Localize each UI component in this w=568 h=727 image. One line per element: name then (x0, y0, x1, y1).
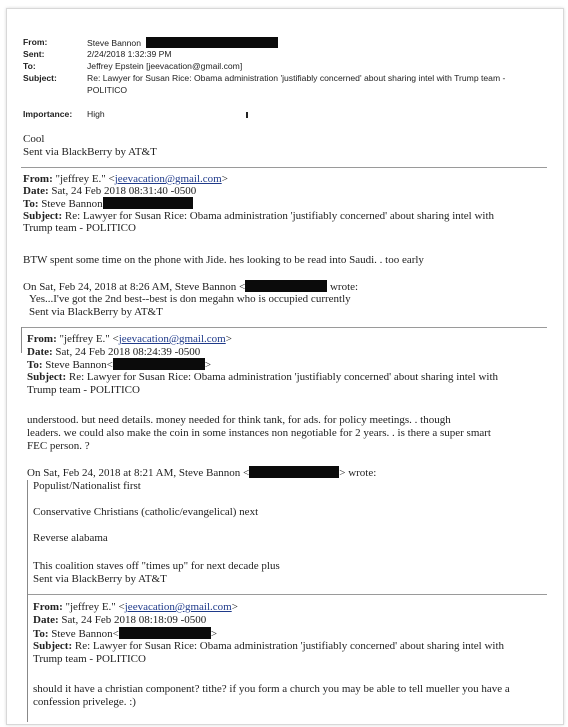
email2-subject-2: Trump team - POLITICO (27, 384, 140, 396)
subject-line-1: Re: Lawyer for Susan Rice: Obama administration 'justifiably concerned' about sharing intel with (64, 210, 495, 222)
from-name: Steve Bannon (87, 38, 141, 48)
email1-to (23, 197, 193, 210)
quote-line: Populist/Nationalist first (33, 480, 141, 492)
from-email-link[interactable]: jeevacation@gmail.com (124, 601, 232, 613)
document-page (6, 8, 564, 725)
to-label: To: (23, 61, 36, 71)
wrote-suffix: wrote: (329, 281, 359, 293)
date-label: Date: (27, 346, 53, 358)
subject-line-2: POLITICO (87, 85, 128, 95)
from-email-link[interactable]: jeevacation@gmail.com (118, 333, 226, 345)
sent-label: Sent: (23, 49, 45, 59)
email2-wrote (27, 466, 376, 479)
redaction-box (103, 197, 193, 209)
redaction-box (146, 37, 278, 48)
divider (21, 167, 547, 168)
quote-line: Conservative Christians (catholic/evangelical) next (33, 506, 259, 518)
email2-to (27, 358, 211, 371)
subject-line-1: Re: Lawyer for Susan Rice: Obama administration 'justifiably concerned' about sharing intel with Trump team - (87, 73, 506, 83)
email3-date (33, 614, 206, 626)
body-line: Cool (23, 133, 45, 145)
email3-from (33, 601, 238, 613)
email3-subject (33, 640, 504, 652)
to-end: > (210, 628, 218, 640)
quote-line: Sent via BlackBerry by AT&T (29, 306, 163, 318)
subject-line-1: Re: Lawyer for Susan Rice: Obama administration 'justifiably concerned' about sharing intel with (68, 371, 499, 383)
email3-body: confession privelege. :) (33, 696, 136, 708)
email1-from (23, 173, 228, 185)
redaction-box (249, 466, 339, 478)
from-end: > (225, 333, 232, 345)
subject-label: Subject: (23, 73, 57, 83)
subject-label: Subject: (33, 640, 73, 652)
to-label: To: (27, 359, 43, 371)
wrote-prefix: On Sat, Feb 24, 2018 at 8:26 AM, Steve Bannon < (23, 281, 246, 293)
from-end: > (221, 173, 228, 185)
from-label: From: (33, 601, 63, 613)
to-label: To: (33, 628, 49, 640)
to-value: Steve Bannon (41, 198, 103, 210)
email2-body: FEC person. ? (27, 440, 90, 452)
date-value: Sat, 24 Feb 2018 08:24:39 -0500 (55, 346, 201, 358)
to-value: Jeffrey Epstein [jeevacation@gmail.com] (87, 61, 243, 71)
from-label: From: (23, 37, 48, 47)
email3-to (33, 627, 217, 640)
subject-line-1: Re: Lawyer for Susan Rice: Obama administration 'justifiably concerned' about sharing intel with (74, 640, 505, 652)
email3-body: should it have a christian component? tithe? if you form a church you may be able to tell mueller you have a (33, 683, 510, 695)
date-label: Date: (33, 614, 59, 626)
email1-wrote (23, 280, 358, 293)
sent-value: 2/24/2018 1:32:39 PM (87, 49, 172, 59)
quote-bar (27, 594, 28, 722)
wrote-prefix: On Sat, Feb 24, 2018 at 8:21 AM, Steve Bannon < (27, 467, 250, 479)
subject-label: Subject: (27, 371, 67, 383)
quote-line: This coalition staves off "times up" for next decade plus (33, 560, 280, 572)
email1-body: BTW spent some time on the phone with Jide. hes looking to be read into Saudi. . too early (23, 254, 424, 266)
from-name: "jeffrey E." < (65, 601, 125, 613)
from-name: "jeffrey E." < (59, 333, 119, 345)
from-label: From: (23, 173, 53, 185)
from-email-link[interactable]: jeevacation@gmail.com (114, 173, 222, 185)
email1-subject-2: Trump team - POLITICO (23, 222, 136, 234)
date-label: Date: (23, 185, 49, 197)
from-value (87, 37, 278, 48)
email2-subject (27, 371, 498, 383)
date-value: Sat, 24 Feb 2018 08:18:09 -0500 (61, 614, 207, 626)
email2-body: leaders. we could also make the coin in some instances non negotiable for 2 years. . is there a super smart (27, 427, 491, 439)
redaction-box (245, 280, 327, 292)
email3-subject-2: Trump team - POLITICO (33, 653, 146, 665)
from-end: > (231, 601, 238, 613)
quote-bar (27, 480, 28, 594)
email1-date (23, 185, 196, 197)
quote-line: Yes...I've got the 2nd best--best is don megahn who is occupied currently (29, 293, 351, 305)
divider (27, 594, 547, 595)
from-name: "jeffrey E." < (55, 173, 115, 185)
body-line: Sent via BlackBerry by AT&T (23, 146, 157, 158)
wrote-suffix: > wrote: (339, 467, 377, 479)
redaction-box (113, 358, 205, 370)
date-value: Sat, 24 Feb 2018 08:31:40 -0500 (51, 185, 197, 197)
to-value: Steve Bannon< (51, 628, 119, 640)
email2-date (27, 346, 200, 358)
email2-body: understood. but need details. money needed for think tank, for ads. for policy meetings. . though (27, 414, 451, 426)
stray-mark (246, 112, 248, 118)
divider (21, 327, 547, 328)
to-end: > (204, 359, 212, 371)
quote-line: Sent via BlackBerry by AT&T (33, 573, 167, 585)
redaction-box (119, 627, 211, 639)
quote-line: Reverse alabama (33, 532, 108, 544)
email1-subject (23, 210, 494, 222)
quote-bar (21, 327, 22, 353)
importance-label: Importance: (23, 109, 73, 119)
from-label: From: (27, 333, 57, 345)
importance-value: High (87, 109, 105, 119)
to-value: Steve Bannon< (45, 359, 113, 371)
subject-label: Subject: (23, 210, 63, 222)
email2-from (27, 333, 232, 345)
to-label: To: (23, 198, 39, 210)
